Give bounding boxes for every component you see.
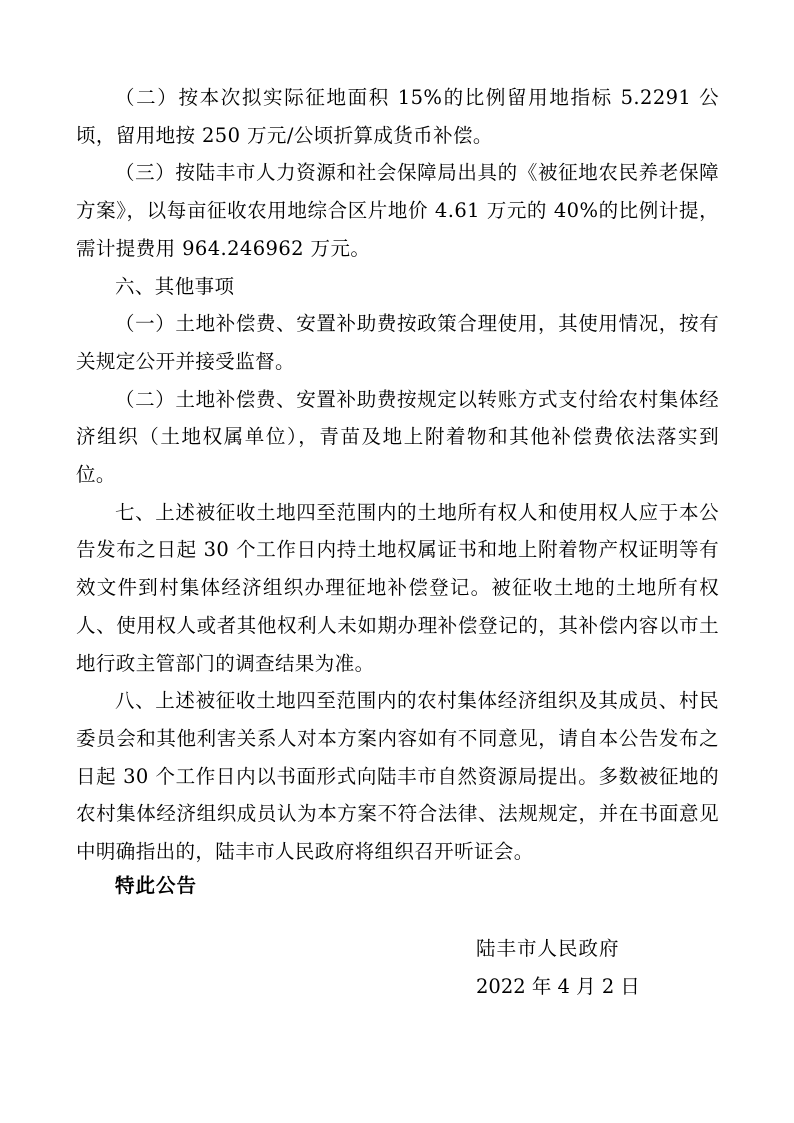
document-body: [76, 79, 719, 871]
paragraph-fund-usage-supervision: （一）土地补偿费、安置补助费按政策合理使用，其使用情况，按有关规定公开并接受监督。: [76, 312, 719, 373]
section-heading-other-matters: 六、其他事项: [115, 274, 235, 298]
issuing-organization: 陆丰市人民政府: [476, 937, 620, 960]
paragraph-compensation-registration: 七、上述被征收土地四至范围内的土地所有权人和使用权人应于本公告发布之日起 30 个工作日内持土地权属证书和地上附着物产权证明等有效文件到村集体经济组织办理征地补偿登记。被征收土地的土地所有权人、使用权人或者其他权利人未如期办理补偿登记的，其补偿内容以市土地行政主管部门的调查结果为准。: [76, 500, 719, 675]
paragraph-pension-security-fund: （三）按陆丰市人力资源和社会保障局出具的《被征地农民养老保障方案》，以每亩征收农用地综合区片地价 4.61 万元的 40%的比例计提，需计提费用 964.246962 万元。: [76, 161, 719, 260]
issue-date: 2022 年 4 月 2 日: [476, 974, 640, 998]
paragraph-retained-land-compensation: （二）按本次拟实际征地面积 15%的比例留用地指标 5.2291 公顷，留用地按 250 万元/公顷折算成货币补偿。: [76, 86, 719, 147]
closing-statement: 特此公告: [115, 874, 198, 897]
paragraph-payment-method: （二）土地补偿费、安置补助费按规定以转账方式支付给农村集体经济组织（土地权属单位），青苗及地上附着物和其他补偿费依法落实到位。: [76, 387, 719, 487]
signature-block: [450, 930, 700, 1005]
paragraph-objection-hearing: 八、上述被征收土地四至范围内的农村集体经济组织及其成员、村民委员会和其他利害关系人对本方案内容如有不同意见，请自本公告发布之日起 30 个工作日内以书面形式向陆丰市自然资源局提出。多数被征地的农村集体经济组织成员认为本方案不符合法律、法规规定，并在书面意见中明确指出的，陆丰市人民政府将组织召开听证会。: [76, 689, 719, 864]
